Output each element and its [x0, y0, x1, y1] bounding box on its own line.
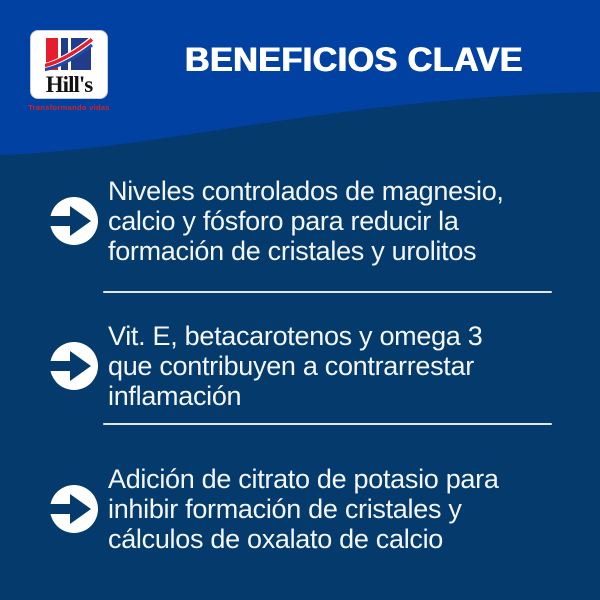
brand-tagline: Transformando vidas	[28, 103, 110, 112]
benefit-item-1	[50, 174, 570, 267]
arrow-right-circle-icon	[50, 485, 98, 533]
benefit-text	[108, 176, 504, 266]
benefit-text	[108, 321, 482, 411]
benefit-item-3	[50, 462, 570, 555]
page-title: BENEFICIOS CLAVE	[185, 41, 523, 79]
benefit-line: Niveles controlados de magnesio,	[108, 175, 504, 206]
benefit-line: formación de cristales y urolitos	[108, 235, 477, 266]
benefit-line: inhibir formación de cristales y	[108, 493, 462, 524]
benefit-line: Adición de citrato de potasio para	[108, 463, 499, 494]
hills-logo	[30, 30, 108, 99]
hills-wordmark: Hill's	[45, 72, 93, 97]
benefit-line: calcio y fósforo para reducir la	[108, 205, 459, 236]
benefit-line: que contribuyen a contrarrestar	[108, 350, 474, 381]
hills-logo-mark-icon	[45, 36, 93, 72]
benefit-line: Vit. E, betacarotenos y omega 3	[108, 320, 483, 351]
benefit-text	[108, 464, 499, 554]
benefit-line: cálculos de oxalato de calcio	[108, 523, 444, 554]
benefit-item-2	[50, 319, 570, 412]
divider	[103, 423, 552, 425]
benefit-line: inflamación	[108, 380, 242, 411]
divider	[103, 291, 552, 293]
arrow-right-circle-icon	[50, 342, 98, 390]
arrow-right-circle-icon	[50, 197, 98, 245]
